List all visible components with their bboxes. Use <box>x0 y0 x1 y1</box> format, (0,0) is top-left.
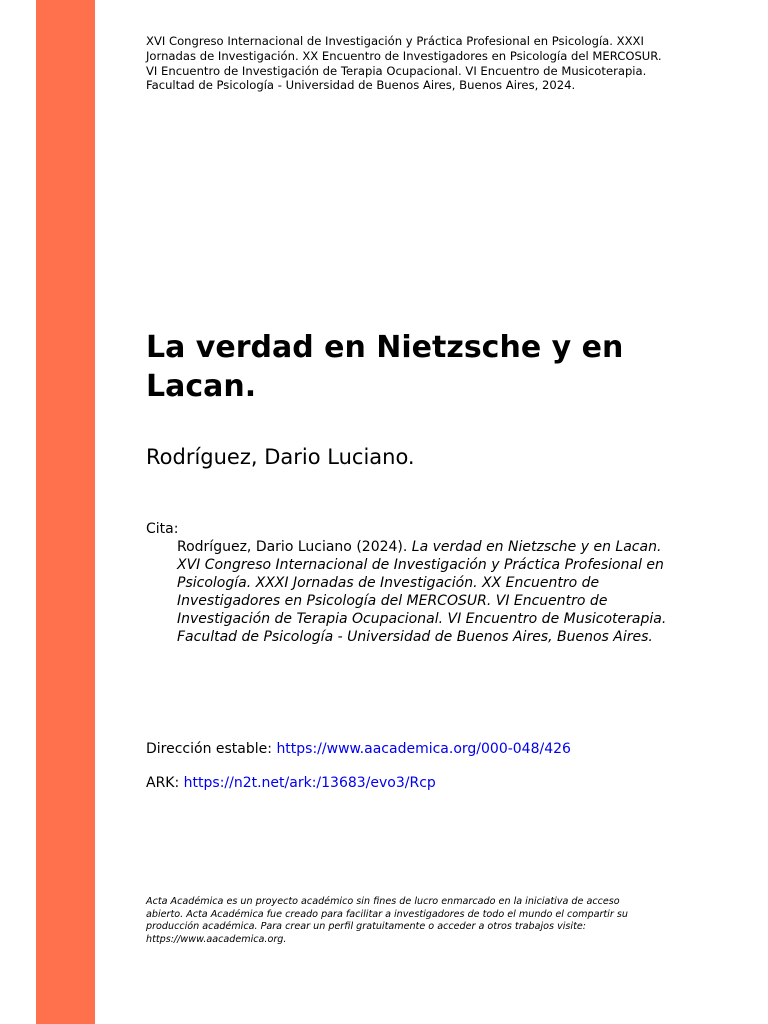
ark-line <box>146 774 436 792</box>
title-line: Lacan. <box>146 369 257 404</box>
title-line: La verdad en Nietzsche y en <box>146 330 624 365</box>
citation-line <box>177 574 737 592</box>
footer-note <box>146 896 706 946</box>
header-line: Facultad de Psicología - Universidad de Buenos Aires, Buenos Aires, 2024. <box>146 78 576 93</box>
header-event-note <box>146 34 706 93</box>
header-line: Jornadas de Investigación. XX Encuentro de Investigadores en Psicología del MERCOSUR. <box>146 48 662 63</box>
side-color-bar <box>36 0 95 1024</box>
citation-line <box>177 610 737 628</box>
citation-line <box>177 538 737 556</box>
citation-line <box>177 628 737 646</box>
ark-label: ARK: <box>146 775 184 791</box>
stable-address-label: Dirección estable: <box>146 741 277 757</box>
citation-title: La verdad en Nietzsche y en Lacan. <box>411 539 662 555</box>
header-line: VI Encuentro de Investigación de Terapia Ocupacional. VI Encuentro de Musicoterapia. <box>146 63 647 78</box>
citation-body <box>177 538 737 646</box>
citation-line <box>177 592 737 610</box>
footer-line: Acta Académica es un proyecto académico sin fines de lucro enmarcado en la iniciativa de acceso <box>146 896 620 907</box>
header-line: XVI Congreso Internacional de Investigación y Práctica Profesional en Psicología. XXXI <box>146 34 644 48</box>
footer-line: producción académica. Para crear un perfil gratuitamente o acceder a otros trabajos visite: <box>146 921 586 933</box>
author-name: Rodríguez, Dario Luciano. <box>146 445 415 469</box>
citation-line <box>177 556 737 574</box>
stable-address-line <box>146 740 571 758</box>
citation-text: Psicología. XXXI Jornadas de Investigación. XX Encuentro de <box>177 575 600 591</box>
citation-text: Investigación de Terapia Ocupacional. VI Encuentro de Musicoterapia. <box>177 611 667 627</box>
footer-line: abierto. Acta Académica fue creado para facilitar a investigadores de todo el mundo el compartir su <box>146 908 628 920</box>
citation-text: Investigadores en Psicología del MERCOSUR. VI Encuentro de <box>177 593 608 609</box>
document-title <box>146 328 726 406</box>
citation-text: XVI Congreso Internacional de Investigación y Práctica Profesional en <box>177 557 664 573</box>
stable-address-link[interactable]: https://www.aacademica.org/000-048/426 <box>276 741 571 757</box>
citation-prefix: Rodríguez, Dario Luciano (2024). <box>177 539 412 555</box>
citation-label: Cita: <box>146 521 179 537</box>
ark-link[interactable]: https://n2t.net/ark:/13683/evo3/Rcp <box>183 775 436 791</box>
citation-text: Facultad de Psicología - Universidad de Buenos Aires, Buenos Aires. <box>177 629 653 645</box>
footer-line: https://www.aacademica.org. <box>146 933 287 945</box>
